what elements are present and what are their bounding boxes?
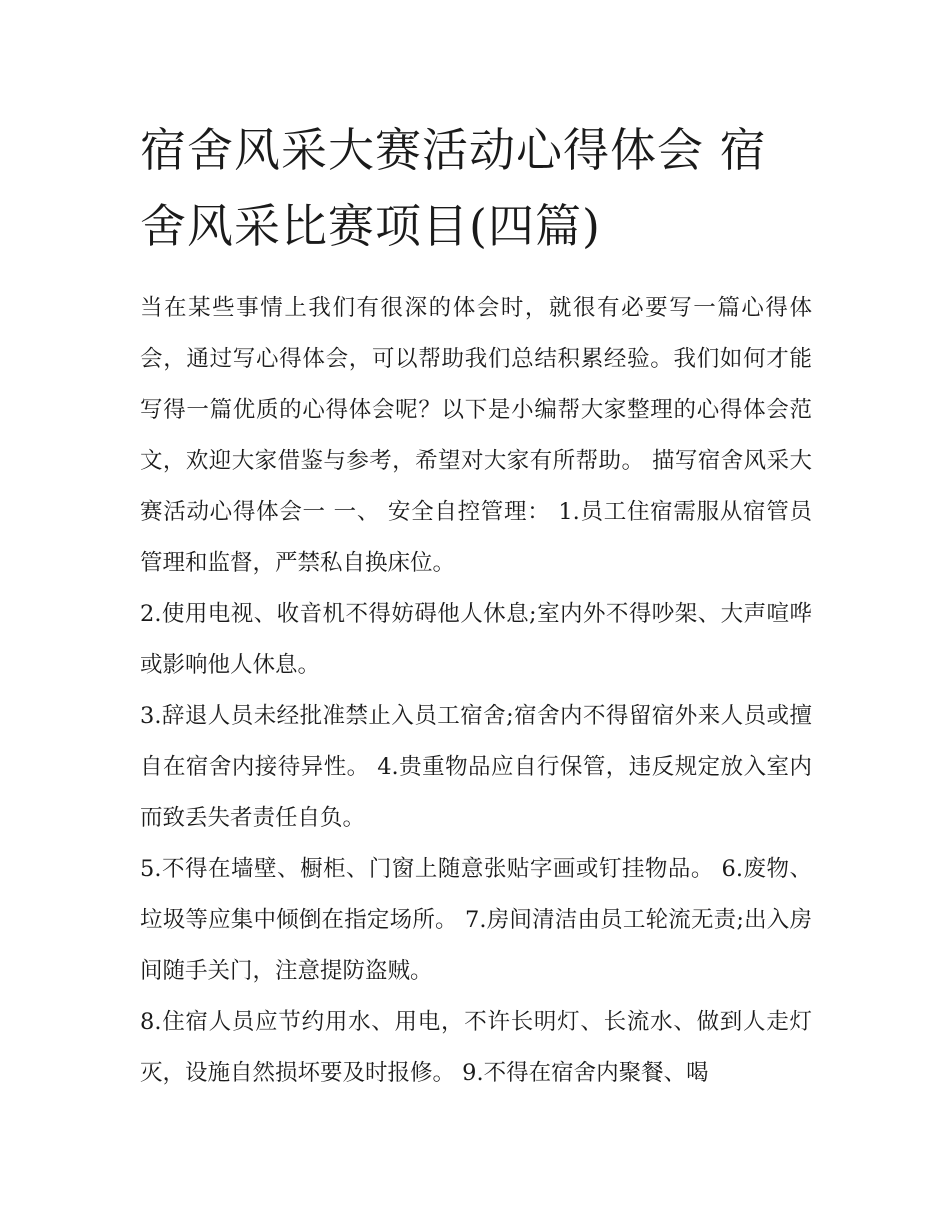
paragraph: 2.使用电视、收音机不得妨碍他人休息;室内外不得吵架、大声喧哗或影响他人休息。 bbox=[140, 601, 812, 678]
paragraph: 3.辞退人员未经批准禁止入员工宿舍;宿舍内不得留宿外来人员或擅自在宿舍内接待异性。 4.贵重物品应自行保管，违反规定放入室内而致丢失者责任自负。 bbox=[140, 703, 812, 831]
paragraph: 当在某些事情上我们有很深的体会时，就很有必要写一篇心得体会，通过写心得体会，可以帮助我们总结积累经验。我们如何才能写得一篇优质的心得体会呢？以下是小编帮大家整理的心得体会范文，欢迎大家借鉴与参考，希望对大家有所帮助。 描写宿舍风采大赛活动心得体会一 一、 安全自控管理： 1.员工住宿需服从宿管员管理和监督，严禁私自换床位。 bbox=[140, 295, 812, 576]
document-body bbox=[140, 283, 812, 1099]
paragraph: 5.不得在墙壁、橱柜、门窗上随意张贴字画或钉挂物品。 6.废物、垃圾等应集中倾倒在指定场所。 7.房间清洁由员工轮流无责;出入房间随手关门，注意提防盗贼。 bbox=[140, 856, 812, 984]
paragraph: 8.住宿人员应节约用水、用电，不许长明灯、长流水、做到人走灯灭，设施自然损坏要及时报修。 9.不得在宿舍内聚餐、喝 bbox=[140, 1009, 812, 1086]
document-title: 宿舍风采大赛活动心得体会 宿舍风采比赛项目(四篇) bbox=[140, 123, 767, 253]
document-page bbox=[140, 112, 812, 1099]
